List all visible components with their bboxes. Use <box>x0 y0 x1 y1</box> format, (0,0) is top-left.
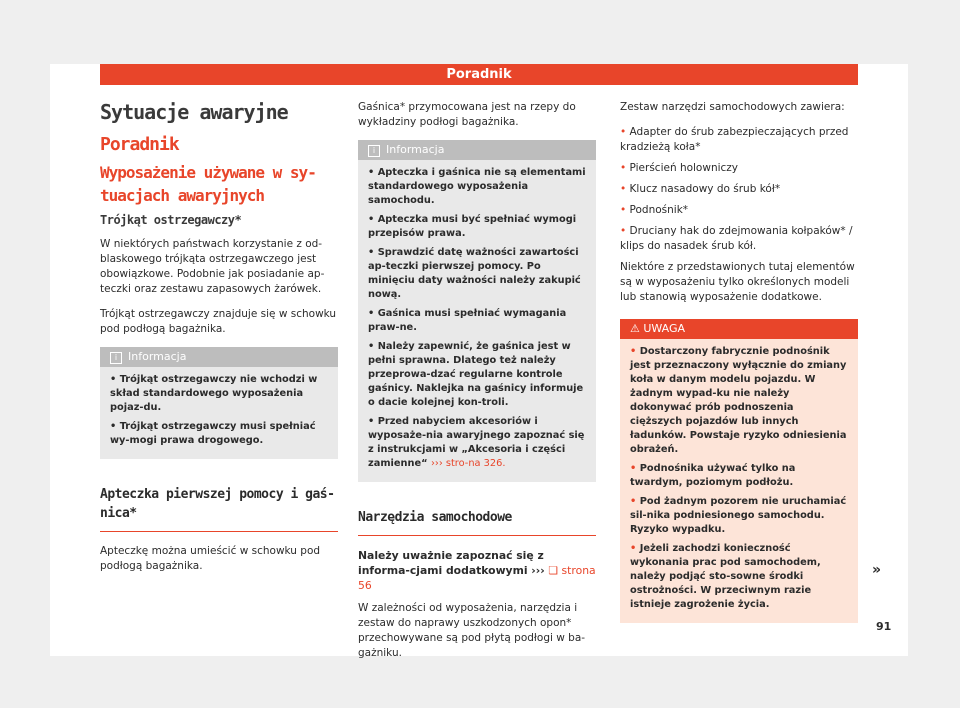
info-item: • Gaśnica musi spełniać wymagania praw-ne. <box>368 308 567 333</box>
info-item-text: Sprawdzić datę ważności zawartości ap-teczki pierwszej pomocy. Po minięciu daty ważności należy zakupić nową. <box>368 247 581 300</box>
list-item: • Adapter do śrub zabezpieczających przed kradzieżą koła* <box>620 126 849 153</box>
list-item-text: Pierścień holowniczy <box>629 162 739 174</box>
info-box-title: Informacja <box>386 143 445 156</box>
paragraph: Trójkąt ostrzegawczy znajduje się w schowku pod podłogą bagażnika. <box>100 308 337 335</box>
section-title: Wyposażenie używane w sy-tuacjach awaryjnych <box>100 163 316 205</box>
tool-list <box>620 125 858 254</box>
paragraph: Niektóre z przedstawionych tutaj elementów są w wyposażeniu tylko określonych modeli lub stanowią wyposażenie dodatkowe. <box>620 261 855 303</box>
info-item-text: Gaśnica musi spełniać wymagania praw-ne. <box>368 308 567 333</box>
paragraph: Gaśnica* przymocowana jest na rzepy do wykładziny podłogi bagażnika. <box>358 101 576 128</box>
paragraph: W niektórych państwach korzystanie z od-blaskowego trójkąta ostrzegawczego jest obowiązkowe. Podobnie jak posiadanie ap-teczki oraz zestawu zapasowych żarówek. <box>100 238 325 295</box>
section-heading: Apteczka pierwszej pomocy i gaś-nica* <box>100 485 338 532</box>
paragraph: Zestaw narzędzi samochodowych zawiera: <box>620 101 845 113</box>
column-3 <box>620 100 858 633</box>
page-number: 91 <box>876 620 892 633</box>
list-item: • Podnośnik* <box>620 204 689 216</box>
info-icon: i <box>368 145 380 157</box>
info-item-text: Należy zapewnić, że gaśnica jest w pełni sprawna. Dlatego też należy przeprowa-dzać regularne kontrole gaśnicy. Naklejka na gaśnicy informuje o dacie kolejnej kon-troli. <box>368 341 584 408</box>
info-item-text: Apteczka musi być spełniać wymogi przepisów prawa. <box>368 214 577 239</box>
list-item-text: Podnośnik* <box>629 204 689 216</box>
lead-paragraph <box>358 548 596 593</box>
lead-text: Należy uważnie zapoznać się z informa-cjami dodatkowymi ››› <box>358 549 545 577</box>
list-item-text: Klucz nasadowy do śrub kół* <box>629 183 781 195</box>
warning-box <box>620 319 858 623</box>
page-reference-link[interactable]: ››› stro-na 326. <box>430 458 506 469</box>
page-reference-text: strona 56 <box>358 564 596 592</box>
info-item: • Apteczka i gaśnica nie są elementami standardowego wyposażenia samochodu. <box>368 167 586 206</box>
list-item-text: Druciany hak do zdejmowania kołpaków* / klips do nasadek śrub kół. <box>620 225 853 252</box>
column-1 <box>100 100 338 584</box>
info-icon: i <box>110 352 122 364</box>
column-2 <box>358 100 596 671</box>
list-item: • Pierścień holowniczy <box>620 162 739 174</box>
section-heading: Narzędzia samochodowe <box>358 508 596 536</box>
warning-box-header <box>620 319 858 339</box>
info-item: • Przed nabyciem akcesoriów i wyposaże-nia awaryjnego zapoznać się z instrukcjami w „Akcesoria i części zamienne“ ››› stro-na 326. <box>368 416 585 469</box>
info-box-title: Informacja <box>128 350 187 363</box>
info-box-header <box>358 140 596 160</box>
continue-marker: » <box>872 562 882 578</box>
list-item-text: Adapter do śrub zabezpieczających przed kradzieżą koła* <box>620 126 849 153</box>
info-item: • Trójkąt ostrzegawczy musi spełniać wy-mogi prawa drogowego. <box>110 421 316 446</box>
info-item-text: Trójkąt ostrzegawczy nie wchodzi w skład standardowego wyposażenia pojaz-du. <box>110 374 318 413</box>
info-item: • Trójkąt ostrzegawczy nie wchodzi w skład standardowego wyposażenia pojaz-du. <box>110 374 318 413</box>
warning-item-text: Jeżeli zachodzi konieczność wykonania prac pod samochodem, należy podjąć sto-sowne środki ostrożności. W przeciwnym razie istnieje zagrożenie życia. <box>630 543 821 610</box>
info-item-text: Trójkąt ostrzegawczy musi spełniać wy-mogi prawa drogowego. <box>110 421 316 446</box>
chapter-subtitle: Poradnik <box>100 134 179 155</box>
list-item: • Klucz nasadowy do śrub kół* <box>620 183 781 195</box>
book-icon: ❏ <box>548 564 559 577</box>
info-box <box>358 140 596 482</box>
chapter-title: Sytuacje awaryjne <box>100 100 288 124</box>
warning-icon: ⚠ <box>630 322 644 335</box>
warning-item: • Pod żadnym pozorem nie uruchamiać sil-nika podniesionego samochodu. Ryzyko wypadku. <box>630 496 847 535</box>
info-box <box>100 347 338 459</box>
warning-item: • Podnośnika używać tylko na twardym, poziomym podłożu. <box>630 463 796 488</box>
info-item-text: Przed nabyciem akcesoriów i wyposaże-nia awaryjnego zapoznać się z instrukcjami w „Akcesoria i części zamienne“ <box>368 416 585 469</box>
warning-item-text: Dostarczony fabrycznie podnośnik jest przeznaczony wyłącznie do zmiany koła w danym modelu pojazdu. W żadnym wypad-ku nie należy dokonywać prób podnoszenia cięższych pojazdów lub innych ładunków. Powstaje ryzyko odniesienia obrażeń. <box>630 346 847 455</box>
info-item: • Apteczka musi być spełniać wymogi przepisów prawa. <box>368 214 577 239</box>
warning-box-title: UWAGA <box>643 322 686 335</box>
info-box-header <box>100 347 338 367</box>
list-item: • Druciany hak do zdejmowania kołpaków* / klips do nasadek śrub kół. <box>620 225 853 252</box>
warning-item: • Jeżeli zachodzi konieczność wykonania prac pod samochodem, należy podjąć sto-sowne środki ostrożności. W przeciwnym razie istnieje zagrożenie życia. <box>630 543 821 610</box>
info-item-text: Apteczka i gaśnica nie są elementami standardowego wyposażenia samochodu. <box>368 167 586 206</box>
section-header-bar: Poradnik <box>100 64 858 85</box>
paragraph: Apteczkę można umieścić w schowku pod podłogą bagażnika. <box>100 545 321 572</box>
subsection-title: Trójkąt ostrzegawczy* <box>100 213 242 227</box>
paragraph: W zależności od wyposażenia, narzędzia i zestaw do naprawy uszkodzonych opon* przechowywane są pod płytą podłogi w ba-gażniku. <box>358 602 586 659</box>
info-item: • Sprawdzić datę ważności zawartości ap-teczki pierwszej pomocy. Po minięciu daty ważności należy zakupić nową. <box>368 247 581 300</box>
warning-item-text: Podnośnika używać tylko na twardym, poziomym podłożu. <box>630 463 796 488</box>
info-item: • Należy zapewnić, że gaśnica jest w pełni sprawna. Dlatego też należy przeprowa-dzać regularne kontrole gaśnicy. Naklejka na gaśnicy informuje o dacie kolejnej kon-troli. <box>368 341 584 408</box>
warning-item: • Dostarczony fabrycznie podnośnik jest przeznaczony wyłącznie do zmiany koła w danym modelu pojazdu. W żadnym wypad-ku nie należy dokonywać prób podnoszenia cięższych pojazdów lub innych ładunków. Powstaje ryzyko odniesienia obrażeń. <box>630 346 847 455</box>
warning-item-text: Pod żadnym pozorem nie uruchamiać sil-nika podniesionego samochodu. Ryzyko wypadku. <box>630 496 847 535</box>
